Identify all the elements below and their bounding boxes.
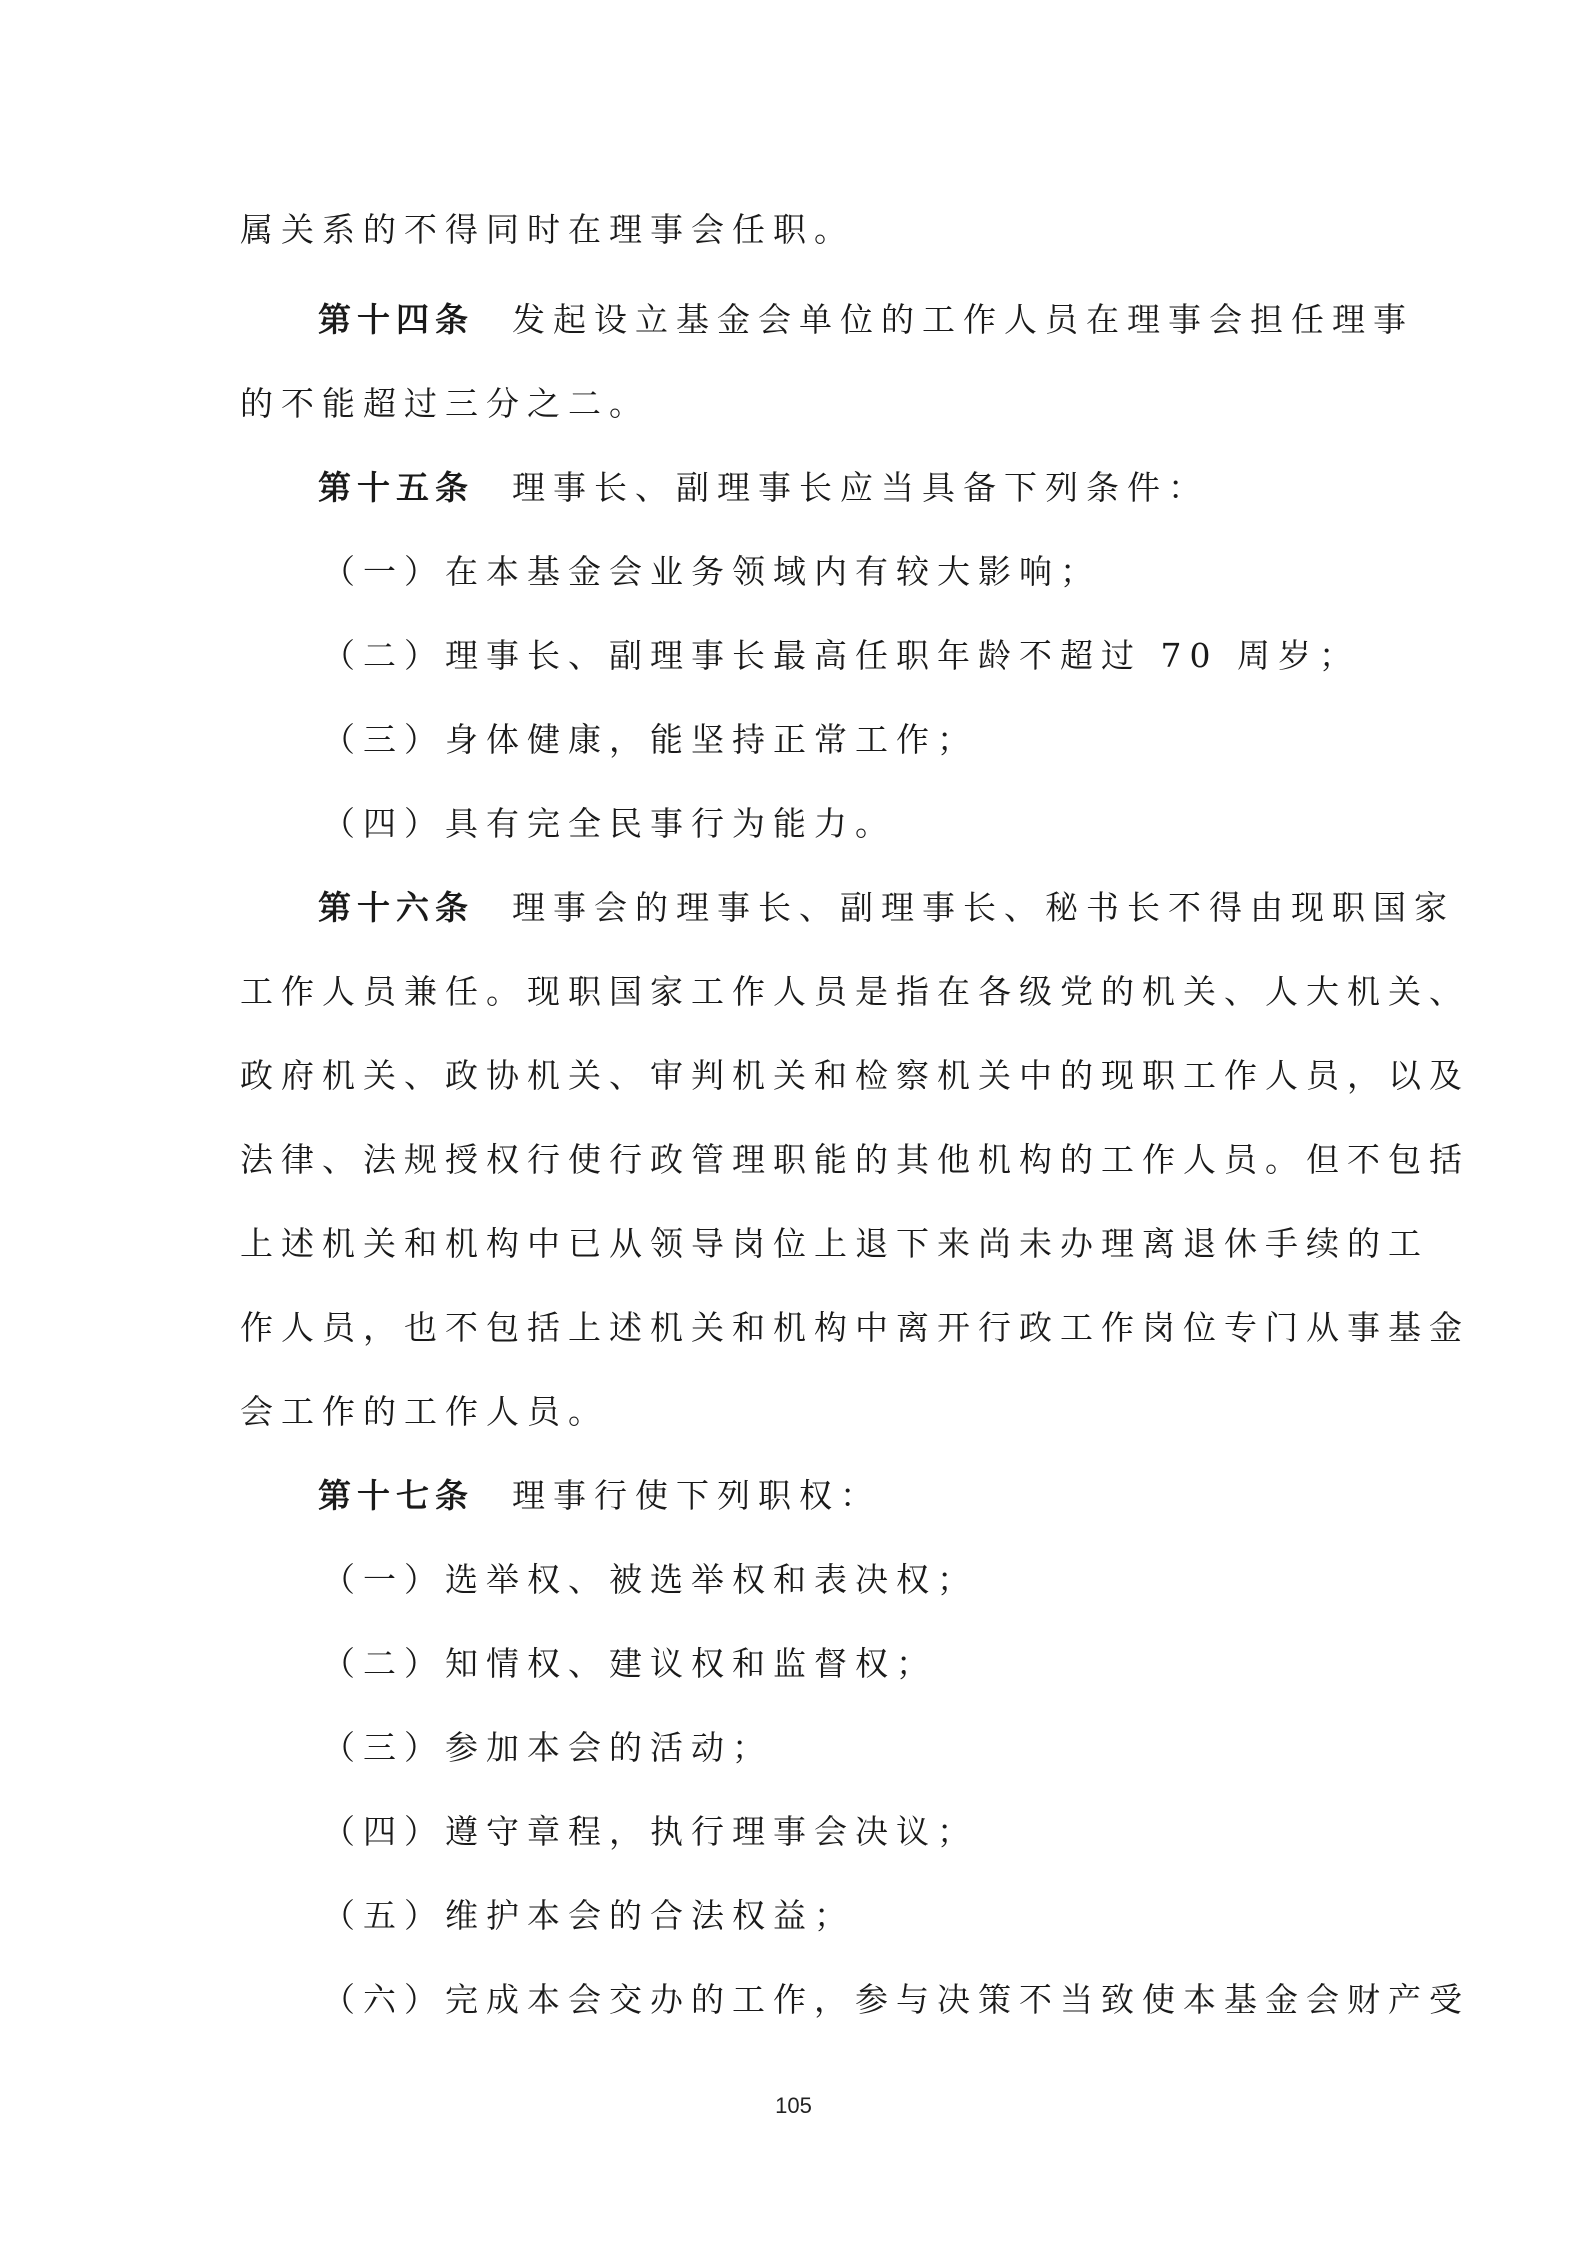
page-number: 105 <box>775 2093 812 2118</box>
article-17-text: 理事行使下列职权： <box>512 1476 881 1515</box>
article-17-item-4: （四）遵守章程，执行理事会决议； <box>322 1812 978 1851</box>
article-14-text: 发起设立基金会单位的工作人员在理事会担任理事 <box>512 300 1414 339</box>
article-16-heading: 第十六条 <box>318 888 474 927</box>
article-15-item-1: （一）在本基金会业务领域内有较大影响； <box>322 552 1101 591</box>
article-15-text: 理事长、副理事长应当具备下列条件： <box>512 468 1209 507</box>
article-17-line-1 <box>318 1474 1428 1518</box>
article-17-item-6: （六）完成本会交办的工作，参与决策不当致使本基金会财产受 <box>322 1980 1470 2019</box>
article-14-heading: 第十四条 <box>318 300 474 339</box>
article-16-line-3: 政府机关、政协机关、审判机关和检察机关中的现职工作人员，以及 <box>240 1056 1470 1095</box>
article-16-line-4: 法律、法规授权行使行政管理职能的其他机构的工作人员。但不包括 <box>240 1140 1470 1179</box>
article-17-item-1: （一）选举权、被选举权和表决权； <box>322 1560 978 1599</box>
article-15-line-1 <box>318 466 1428 510</box>
article-16-line-1 <box>318 886 1455 930</box>
article-15-heading: 第十五条 <box>318 468 474 507</box>
article-15-item-3: （三）身体健康，能坚持正常工作； <box>322 720 978 759</box>
article-16-line-2: 工作人员兼任。现职国家工作人员是指在各级党的机关、人大机关、 <box>240 972 1470 1011</box>
article-16-line-5: 上述机关和机构中已从领导岗位上退下来尚未办理离退休手续的工 <box>240 1224 1429 1263</box>
article-15-item-4: （四）具有完全民事行为能力。 <box>322 804 896 843</box>
article-14-line-1 <box>318 298 1428 342</box>
article-15-item-2: （二）理事长、副理事长最高任职年龄不超过 70 周岁； <box>322 636 1360 675</box>
article-17-item-2: （二）知情权、建议权和监督权； <box>322 1644 937 1683</box>
article-17-heading: 第十七条 <box>318 1476 474 1515</box>
article-17-item-3: （三）参加本会的活动； <box>322 1728 773 1767</box>
article-16-line-6: 作人员，也不包括上述机关和机构中离开行政工作岗位专门从事基金 <box>240 1308 1470 1347</box>
article-14-line-2: 的不能超过三分之二。 <box>240 384 650 423</box>
article-16-line-7: 会工作的工作人员。 <box>240 1392 609 1431</box>
continued-paragraph: 属关系的不得同时在理事会任职。 <box>240 210 855 249</box>
article-17-item-5: （五）维护本会的合法权益； <box>322 1896 855 1935</box>
article-16-text: 理事会的理事长、副理事长、秘书长不得由现职国家 <box>512 888 1455 927</box>
